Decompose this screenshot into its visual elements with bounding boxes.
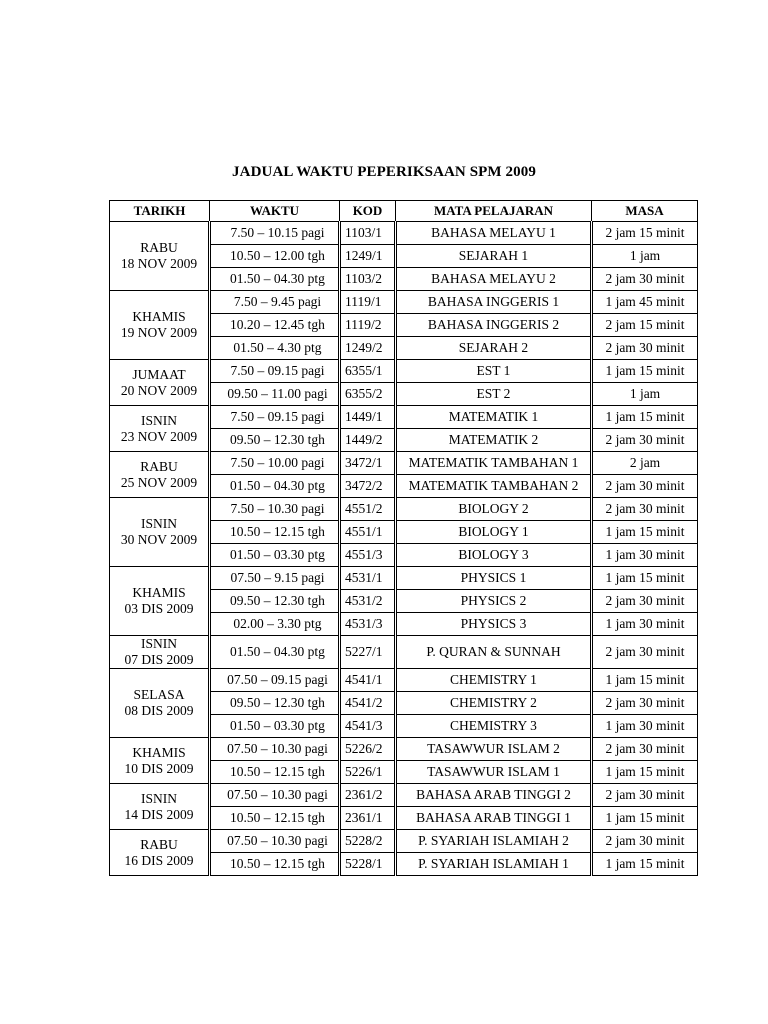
exam-timetable <box>109 200 698 876</box>
exam-time: 10.50 – 12.15 tgh <box>210 521 340 544</box>
exam-time: 10.50 – 12.15 tgh <box>210 807 340 830</box>
exam-time: 7.50 – 9.45 pagi <box>210 291 340 314</box>
subject-name: MATEMATIK 2 <box>396 429 592 452</box>
table-row <box>110 498 698 521</box>
subject-name: CHEMISTRY 3 <box>396 715 592 738</box>
exam-time: 07.50 – 10.30 pagi <box>210 738 340 761</box>
exam-date: 19 NOV 2009 <box>120 325 198 340</box>
table-row <box>110 669 698 692</box>
exam-duration: 2 jam 30 minit <box>592 738 698 761</box>
header-tarikh: TARIKH <box>110 201 210 222</box>
exam-date-cell <box>110 830 210 876</box>
exam-duration: 1 jam 15 minit <box>592 521 698 544</box>
exam-time: 10.20 – 12.45 tgh <box>210 314 340 337</box>
subject-name: BIOLOGY 1 <box>396 521 592 544</box>
exam-duration: 1 jam 15 minit <box>592 406 698 429</box>
exam-duration: 1 jam <box>592 383 698 406</box>
exam-duration: 1 jam 15 minit <box>592 669 698 692</box>
header-row <box>110 201 698 222</box>
subject-name: MATEMATIK TAMBAHAN 2 <box>396 475 592 498</box>
exam-duration: 2 jam 30 minit <box>592 636 698 669</box>
subject-name: BAHASA ARAB TINGGI 2 <box>396 784 592 807</box>
exam-duration: 2 jam 30 minit <box>592 268 698 291</box>
subject-code: 2361/1 <box>340 807 396 830</box>
exam-time: 09.50 – 12.30 tgh <box>210 590 340 613</box>
exam-duration: 2 jam <box>592 452 698 475</box>
exam-time: 02.00 – 3.30 ptg <box>210 613 340 636</box>
table-row <box>110 222 698 245</box>
exam-time: 01.50 – 04.30 ptg <box>210 475 340 498</box>
exam-time: 07.50 – 10.30 pagi <box>210 784 340 807</box>
exam-date: 10 DIS 2009 <box>124 760 194 776</box>
exam-day: ISNIN <box>141 412 177 428</box>
exam-duration: 2 jam 30 minit <box>592 590 698 613</box>
subject-name: P. SYARIAH ISLAMIAH 2 <box>396 830 592 853</box>
exam-date-cell <box>110 222 210 291</box>
exam-date: 03 DIS 2009 <box>124 601 194 616</box>
subject-name: PHYSICS 2 <box>396 590 592 613</box>
subject-code: 3472/2 <box>340 475 396 498</box>
header-waktu: WAKTU <box>210 201 340 222</box>
subject-name: P. SYARIAH ISLAMIAH 1 <box>396 853 592 876</box>
exam-duration: 2 jam 30 minit <box>592 784 698 807</box>
subject-code: 1449/2 <box>340 429 396 452</box>
exam-duration: 1 jam 15 minit <box>592 360 698 383</box>
table-row <box>110 636 698 669</box>
exam-duration: 2 jam 30 minit <box>592 830 698 853</box>
header-masa: MASA <box>592 201 698 222</box>
header-kod: KOD <box>340 201 396 222</box>
exam-day: KHAMIS <box>132 585 186 600</box>
exam-day: JUMAAT <box>132 366 186 382</box>
exam-duration: 2 jam 15 minit <box>592 314 698 337</box>
exam-time: 01.50 – 04.30 ptg <box>210 268 340 291</box>
subject-name: EST 2 <box>396 383 592 406</box>
subject-code: 4531/1 <box>340 567 396 590</box>
exam-duration: 1 jam 45 minit <box>592 291 698 314</box>
exam-date-cell <box>110 360 210 406</box>
exam-date-cell <box>110 567 210 636</box>
subject-name: EST 1 <box>396 360 592 383</box>
exam-duration: 1 jam 15 minit <box>592 761 698 784</box>
exam-duration: 1 jam <box>592 245 698 268</box>
subject-code: 4541/3 <box>340 715 396 738</box>
subject-name: BAHASA INGGERIS 1 <box>396 291 592 314</box>
exam-day: ISNIN <box>141 516 177 531</box>
table-row <box>110 784 698 807</box>
exam-duration: 1 jam 15 minit <box>592 567 698 590</box>
subject-code: 2361/2 <box>340 784 396 807</box>
exam-date: 25 NOV 2009 <box>120 474 198 490</box>
header-mata-pelajaran: MATA PELAJARAN <box>396 201 592 222</box>
exam-time: 10.50 – 12.00 tgh <box>210 245 340 268</box>
subject-code: 4551/3 <box>340 544 396 567</box>
subject-code: 5228/2 <box>340 830 396 853</box>
subject-code: 1119/2 <box>340 314 396 337</box>
exam-time: 01.50 – 04.30 ptg <box>210 636 340 669</box>
exam-time: 7.50 – 10.30 pagi <box>210 498 340 521</box>
exam-day: ISNIN <box>141 790 177 806</box>
subject-code: 4541/1 <box>340 669 396 692</box>
subject-code: 1249/1 <box>340 245 396 268</box>
exam-date: 30 NOV 2009 <box>120 532 198 547</box>
exam-time: 01.50 – 4.30 ptg <box>210 337 340 360</box>
exam-day: RABU <box>140 240 178 255</box>
table-row <box>110 406 698 429</box>
subject-code: 4551/2 <box>340 498 396 521</box>
exam-duration: 2 jam 15 minit <box>592 222 698 245</box>
exam-day: KHAMIS <box>132 309 186 324</box>
exam-time: 09.50 – 11.00 pagi <box>210 383 340 406</box>
exam-date: 16 DIS 2009 <box>124 852 194 868</box>
subject-name: PHYSICS 3 <box>396 613 592 636</box>
exam-date: 08 DIS 2009 <box>124 703 194 718</box>
subject-name: BAHASA INGGERIS 2 <box>396 314 592 337</box>
exam-time: 01.50 – 03.30 ptg <box>210 544 340 567</box>
subject-name: BIOLOGY 3 <box>396 544 592 567</box>
subject-name: SEJARAH 2 <box>396 337 592 360</box>
exam-date-cell <box>110 452 210 498</box>
exam-time: 07.50 – 10.30 pagi <box>210 830 340 853</box>
exam-time: 7.50 – 10.15 pagi <box>210 222 340 245</box>
exam-time: 01.50 – 03.30 ptg <box>210 715 340 738</box>
table-row <box>110 452 698 475</box>
subject-code: 4531/3 <box>340 613 396 636</box>
exam-duration: 2 jam 30 minit <box>592 337 698 360</box>
subject-code: 1103/2 <box>340 268 396 291</box>
subject-code: 6355/1 <box>340 360 396 383</box>
subject-name: P. QURAN & SUNNAH <box>396 636 592 669</box>
exam-duration: 1 jam 30 minit <box>592 715 698 738</box>
exam-duration: 1 jam 30 minit <box>592 613 698 636</box>
exam-time: 10.50 – 12.15 tgh <box>210 761 340 784</box>
exam-time: 09.50 – 12.30 tgh <box>210 692 340 715</box>
subject-name: BAHASA MELAYU 2 <box>396 268 592 291</box>
subject-code: 1103/1 <box>340 222 396 245</box>
table-row <box>110 830 698 853</box>
exam-day: RABU <box>140 836 178 852</box>
exam-time: 7.50 – 10.00 pagi <box>210 452 340 475</box>
exam-date: 18 NOV 2009 <box>120 256 198 271</box>
exam-time: 07.50 – 9.15 pagi <box>210 567 340 590</box>
table-row <box>110 567 698 590</box>
exam-date: 20 NOV 2009 <box>120 382 198 398</box>
timetable-body <box>110 222 698 876</box>
subject-name: BIOLOGY 2 <box>396 498 592 521</box>
exam-date-cell <box>110 498 210 567</box>
exam-date-cell <box>110 738 210 784</box>
subject-code: 1119/1 <box>340 291 396 314</box>
exam-time: 10.50 – 12.15 tgh <box>210 853 340 876</box>
subject-code: 5226/1 <box>340 761 396 784</box>
exam-duration: 1 jam 15 minit <box>592 807 698 830</box>
subject-code: 1249/2 <box>340 337 396 360</box>
exam-date-cell <box>110 291 210 360</box>
subject-code: 5228/1 <box>340 853 396 876</box>
page-title: JADUAL WAKTU PEPERIKSAAN SPM 2009 <box>232 164 536 180</box>
subject-code: 1449/1 <box>340 406 396 429</box>
table-row <box>110 291 698 314</box>
subject-name: TASAWWUR ISLAM 2 <box>396 738 592 761</box>
exam-time: 07.50 – 09.15 pagi <box>210 669 340 692</box>
exam-date-cell <box>110 406 210 452</box>
exam-duration: 2 jam 30 minit <box>592 475 698 498</box>
exam-duration: 1 jam 15 minit <box>592 853 698 876</box>
subject-code: 5227/1 <box>340 636 396 669</box>
exam-date-cell <box>110 784 210 830</box>
exam-day: ISNIN <box>141 636 177 651</box>
subject-name: BAHASA MELAYU 1 <box>396 222 592 245</box>
subject-name: MATEMATIK TAMBAHAN 1 <box>396 452 592 475</box>
exam-time: 7.50 – 09.15 pagi <box>210 360 340 383</box>
subject-code: 4531/2 <box>340 590 396 613</box>
subject-name: CHEMISTRY 1 <box>396 669 592 692</box>
subject-name: MATEMATIK 1 <box>396 406 592 429</box>
exam-duration: 2 jam 30 minit <box>592 692 698 715</box>
subject-code: 6355/2 <box>340 383 396 406</box>
exam-duration: 2 jam 30 minit <box>592 498 698 521</box>
subject-name: TASAWWUR ISLAM 1 <box>396 761 592 784</box>
exam-date: 14 DIS 2009 <box>124 806 194 822</box>
exam-date: 07 DIS 2009 <box>124 652 194 667</box>
subject-name: SEJARAH 1 <box>396 245 592 268</box>
exam-date-cell <box>110 669 210 738</box>
subject-code: 4541/2 <box>340 692 396 715</box>
exam-time: 09.50 – 12.30 tgh <box>210 429 340 452</box>
subject-name: PHYSICS 1 <box>396 567 592 590</box>
exam-date-cell <box>110 636 210 669</box>
subject-code: 5226/2 <box>340 738 396 761</box>
exam-date: 23 NOV 2009 <box>120 428 198 444</box>
exam-duration: 1 jam 30 minit <box>592 544 698 567</box>
subject-code: 4551/1 <box>340 521 396 544</box>
table-row <box>110 738 698 761</box>
exam-duration: 2 jam 30 minit <box>592 429 698 452</box>
exam-day: RABU <box>140 458 178 474</box>
exam-time: 7.50 – 09.15 pagi <box>210 406 340 429</box>
exam-day: SELASA <box>133 687 185 702</box>
table-row <box>110 360 698 383</box>
subject-code: 3472/1 <box>340 452 396 475</box>
subject-name: BAHASA ARAB TINGGI 1 <box>396 807 592 830</box>
exam-day: KHAMIS <box>132 744 186 760</box>
subject-name: CHEMISTRY 2 <box>396 692 592 715</box>
